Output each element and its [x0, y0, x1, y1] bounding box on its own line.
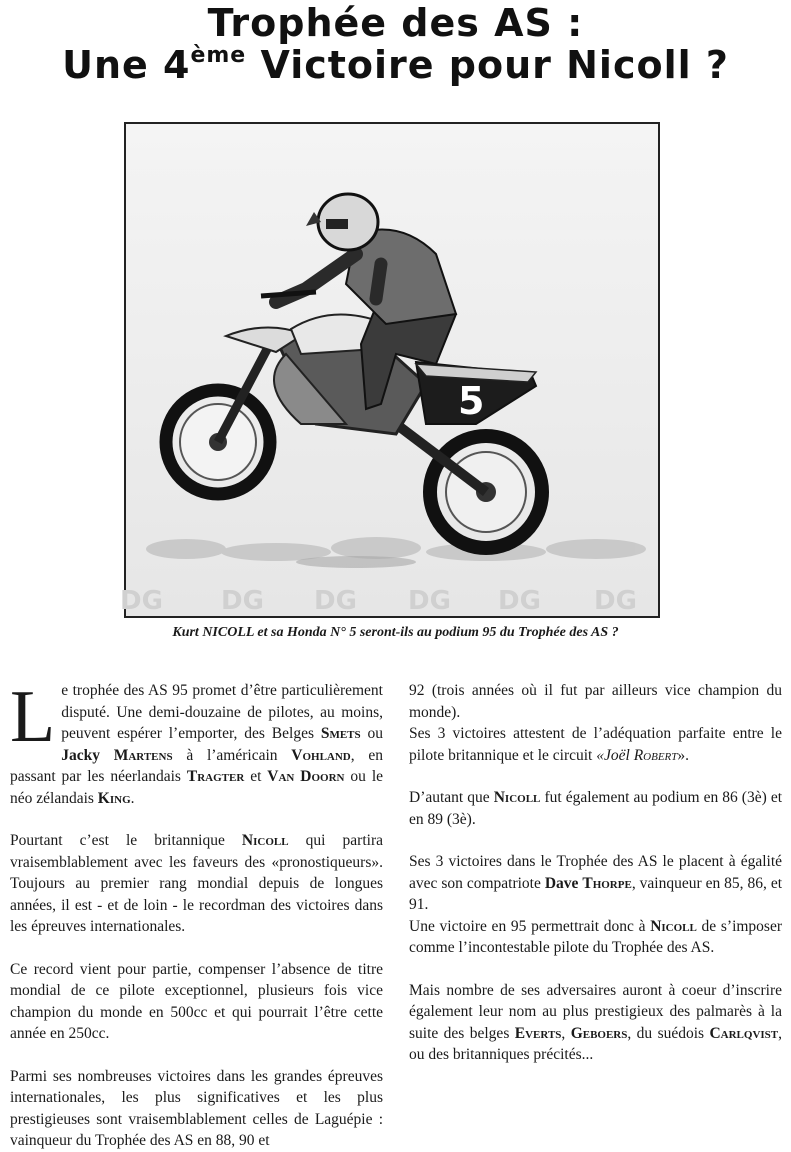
article-column-right	[409, 680, 782, 1087]
name-vohland: Vohland	[291, 746, 351, 764]
watermark-mark: DG	[120, 586, 163, 616]
watermark-mark: DG	[221, 586, 264, 616]
name-king: King	[97, 789, 131, 807]
text-run: de s’imposer comme l’incontestable pilote du Trophée des AS.	[409, 917, 782, 956]
name-everts: Everts	[514, 1024, 562, 1042]
watermark-mark: DG	[314, 586, 357, 616]
title-line-2-start: Une 4	[62, 42, 191, 87]
name-nicoll: Nicoll	[241, 832, 289, 849]
bike-number: 5	[458, 379, 485, 423]
text-run: , du suédois	[627, 1024, 710, 1042]
text-run: ou le néo zélandais	[10, 768, 384, 807]
paragraph	[409, 916, 782, 959]
paragraph	[10, 676, 384, 809]
text-run: ou	[360, 725, 384, 742]
text-run: D’autant que	[409, 789, 494, 806]
circuit-name: «Joël	[596, 746, 634, 764]
rider-arm-right	[376, 264, 381, 299]
text-run: Une victoire en 95 permettrait donc à	[409, 917, 651, 935]
ground-shadow	[296, 556, 416, 568]
paragraph	[409, 787, 782, 830]
paragraph	[409, 980, 782, 1066]
photo-caption: Kurt NICOLL et sa Honda N° 5 seront-ils au podium 95 du Trophée des AS ?	[172, 625, 619, 640]
paragraph: Parmi ses nombreuses victoires dans les grandes épreuves internationales, les plus significatives et les plus prestigieuses sont vraisemblablement celles de Laguépie : vainqueur du Trophée des AS en 88, 90 et	[10, 1067, 383, 1149]
circuit-name-robert: Robert	[633, 746, 678, 764]
text-run: Ses 3 victoires dans le Trophée des AS le placent à égalité avec son compatriote	[409, 853, 782, 892]
paragraph: Ce record vient pour partie, compenser l’absence de titre mondial de ce pilote exceptionnel, plusieurs fois vice champion du monde en 500cc et qui pourrait l’être cette année en 250cc.	[10, 960, 383, 1042]
name-geboers: Geboers	[570, 1024, 628, 1042]
title-line-2-end: Victoire pour Nicoll ?	[246, 42, 729, 87]
text-run: .	[685, 746, 689, 764]
text-run: à l’américain	[172, 746, 292, 764]
text-run: , vainqueur en 85, 86, et 91.	[409, 874, 783, 913]
name-dave: Dave	[544, 874, 579, 892]
text-run: »	[677, 746, 686, 764]
paragraph	[409, 851, 782, 916]
watermark-mark: DG	[594, 586, 637, 616]
text-run: qui partira vraisemblablement avec les faveurs des «pronostiqueurs». Toujours au premier rang mondial depuis de longues années, il est - et de loin - le recordman des victoires dans les épreuves internationales.	[10, 832, 383, 935]
motocross-illustration	[120, 124, 658, 616]
paragraph	[10, 830, 383, 938]
name-martens: Martens	[113, 746, 173, 764]
name-jacky: Jacky	[61, 746, 100, 764]
name-carlqvist: Carlqvist	[709, 1024, 779, 1042]
page-title	[0, 0, 791, 86]
text-run: Mais nombre de ses adversaires auront à coeur d’inscrire également leur nom au plus prestigieux des palmarès à la suite des belges	[409, 981, 782, 1042]
article-column-left	[10, 676, 384, 1152]
name-nicoll: Nicoll	[493, 789, 541, 806]
name-van-doorn: Van Doorn	[267, 768, 345, 785]
text-run: , ou des britanniques précités...	[409, 1024, 782, 1063]
text-run: e trophée des AS 95 promet d’être particulièrement disputé. Une demi-douzaine de pilotes, au moins, peuvent espérer l’emporter, des Belges	[61, 682, 383, 742]
title-superscript: ème	[190, 42, 247, 68]
text-run: et	[244, 768, 268, 785]
text-run: ,	[561, 1024, 571, 1042]
title-line-2	[0, 44, 791, 86]
text-run	[100, 747, 114, 764]
title-line-1: Trophée des AS :	[207, 1, 584, 45]
paragraph	[409, 723, 782, 766]
name-thorpe: Thorpe	[582, 874, 632, 892]
name-tragter: Tragter	[186, 768, 245, 785]
text-run: fut également au podium en 86 (3è) et en 89 (3è).	[409, 789, 783, 828]
text-run: Ses 3 victoires attestent de l’adéquation parfaite entre le pilote britannique et le circuit	[409, 725, 782, 764]
watermark-mark: DG	[408, 586, 451, 616]
drop-cap: L	[10, 676, 56, 758]
text-run: Pourtant c’est le britannique	[10, 832, 242, 849]
paragraph: 92 (trois années où il fut par ailleurs vice champion du monde).	[409, 682, 782, 721]
name-smets: Smets	[320, 725, 361, 742]
text-run: , en passant par les néerlandais	[10, 746, 383, 785]
watermark-mark: DG	[498, 586, 541, 616]
motocross-photo	[120, 122, 660, 618]
name-nicoll: Nicoll	[650, 917, 697, 935]
text-run: .	[130, 789, 135, 807]
